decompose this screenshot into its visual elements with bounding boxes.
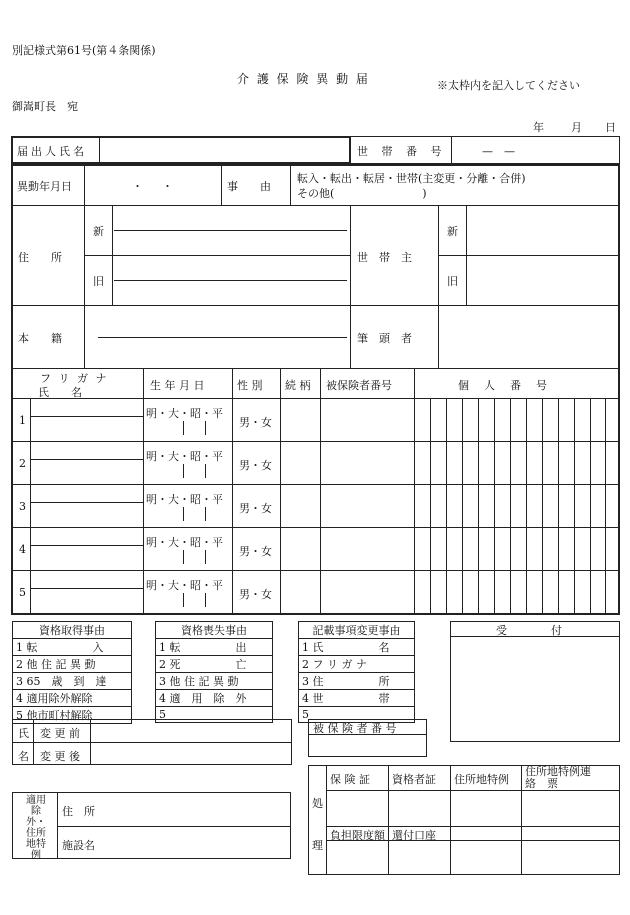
member-row-number: 2 [19, 457, 26, 470]
address-label: 住 所 [18, 251, 62, 264]
change-title: 記載事項変更事由 [299, 622, 415, 639]
member-era[interactable]: 明・大・昭・平 [146, 493, 223, 506]
member-gender[interactable]: 男・女 [239, 502, 272, 515]
member-era[interactable]: 明・大・昭・平 [146, 579, 223, 592]
reason-other[interactable]: その他( ) [297, 187, 427, 200]
processing-qualification: 資格者証 [392, 773, 436, 786]
loss-item[interactable]: 1 転 出 [156, 639, 273, 656]
loss-reason-box [155, 621, 273, 723]
loss-item[interactable]: 4 適 用 除 外 [156, 690, 273, 707]
acquire-title: 資格取得事由 [13, 622, 132, 639]
loss-item[interactable]: 3 他 住 記 異 動 [156, 673, 273, 690]
member-era[interactable]: 明・大・昭・平 [146, 536, 223, 549]
member-row-number: 1 [19, 414, 26, 427]
col-birth: 生 年 月 日 [150, 379, 205, 392]
processing-limit: 負担限度額 [330, 829, 385, 842]
exception-facility-label: 施設名 [62, 839, 95, 852]
reason-options[interactable]: 転入・転出・転居・世帯(主変更・分離・合併) [297, 172, 526, 185]
address-old-label: 旧 [93, 275, 104, 288]
address-old-line[interactable] [114, 280, 347, 281]
honseki-label: 本 籍 [18, 332, 62, 345]
col-insured-number: 被保険者番号 [326, 379, 392, 392]
member-row-number: 4 [19, 543, 26, 556]
acquire-reason-box [12, 621, 132, 724]
movement-date-label: 異動年月日 [17, 180, 72, 193]
change-item[interactable]: 2 フ リ ガ ナ [299, 656, 415, 673]
instruction-note: ※太枠内を記入してください [437, 79, 580, 92]
acquire-item[interactable]: 5 他市町村解除 [16, 709, 93, 722]
member-furigana-line[interactable] [31, 502, 143, 503]
member-furigana-line[interactable] [31, 459, 143, 460]
member-gender[interactable]: 男・女 [239, 545, 272, 558]
member-furigana-line[interactable] [31, 588, 143, 589]
exception-side-label: 適用除外・住所地特例 [26, 795, 46, 861]
date-year-label: 年 [533, 121, 544, 134]
change-item[interactable]: 1 氏 名 [299, 639, 415, 656]
acquire-item[interactable]: 3 65 歳 到 達 [13, 673, 132, 690]
col-name: 氏 名 [38, 386, 82, 399]
household-number-label: 世 帯 番 号 [357, 145, 447, 158]
processing-special-ticket: 住所地特例連 絡 票 [525, 765, 602, 790]
acquire-item[interactable]: 2 他 住 記 異 動 [13, 656, 132, 673]
change-reason-box [298, 621, 415, 723]
change-item[interactable]: 4 世 帯 [299, 690, 415, 707]
loss-item[interactable]: 5 [159, 708, 166, 721]
exception-address-label: 住 所 [62, 805, 95, 818]
processing-side-2: 理 [312, 839, 323, 852]
honseki-head-label: 筆 頭 者 [357, 332, 412, 345]
name-change-side-1: 氏 [18, 727, 29, 740]
date-day-label: 日 [605, 121, 616, 134]
loss-item[interactable]: 2 死 亡 [156, 656, 273, 673]
receipt-label: 受 付 [496, 624, 562, 637]
col-furigana: フ リ ガ ナ [40, 372, 109, 385]
form-number: 別記様式第61号(第４条関係) [12, 44, 156, 57]
name-change-side-2: 名 [18, 750, 29, 763]
name-before-label: 変 更 前 [40, 727, 80, 740]
member-gender[interactable]: 男・女 [239, 588, 272, 601]
honseki-line[interactable] [98, 337, 347, 338]
household-head-label: 世 帯 主 [357, 251, 412, 264]
member-row-number: 5 [19, 586, 26, 599]
member-gender[interactable]: 男・女 [239, 459, 272, 472]
address-new-label: 新 [93, 225, 104, 238]
col-gender: 性 別 [237, 379, 263, 392]
loss-title: 資格喪失事由 [156, 622, 273, 639]
acquire-item[interactable]: 4 適用除外解除 [13, 690, 132, 707]
member-row-number: 3 [19, 500, 26, 513]
date-month-label: 月 [571, 121, 582, 134]
movement-date-value[interactable]: ・ ・ [132, 180, 177, 193]
applicant-name-label: 届出人氏名 [17, 145, 87, 158]
head-old-label: 旧 [447, 275, 458, 288]
acquire-item[interactable]: 1 転 入 [13, 639, 132, 656]
col-relation: 続 柄 [285, 379, 311, 392]
change-item[interactable]: 3 住 所 [299, 673, 415, 690]
receipt-box [450, 621, 620, 742]
processing-refund: 還付口座 [392, 829, 436, 842]
processing-side-1: 処 [312, 797, 323, 810]
form-title: 介 護 保 険 異 動 届 [237, 72, 370, 86]
address-new-line[interactable] [114, 230, 347, 231]
member-furigana-line[interactable] [31, 545, 143, 546]
col-personal-number: 個 人 番 号 [458, 379, 549, 392]
insured-number-label: 被 保 険 者 番 号 [313, 722, 397, 735]
addressee: 御嵩町長 宛 [12, 100, 78, 113]
reason-label: 事 由 [227, 180, 271, 193]
member-era[interactable]: 明・大・昭・平 [146, 407, 223, 420]
member-furigana-line[interactable] [31, 416, 143, 417]
processing-special: 住所地特例 [454, 773, 509, 786]
name-after-label: 変 更 後 [40, 750, 80, 763]
processing-card: 保 険 証 [330, 773, 370, 786]
member-gender[interactable]: 男・女 [239, 416, 272, 429]
head-new-label: 新 [447, 225, 458, 238]
member-era[interactable]: 明・大・昭・平 [146, 450, 223, 463]
change-item[interactable]: 5 [302, 708, 309, 721]
household-number-value: — — [482, 145, 515, 158]
